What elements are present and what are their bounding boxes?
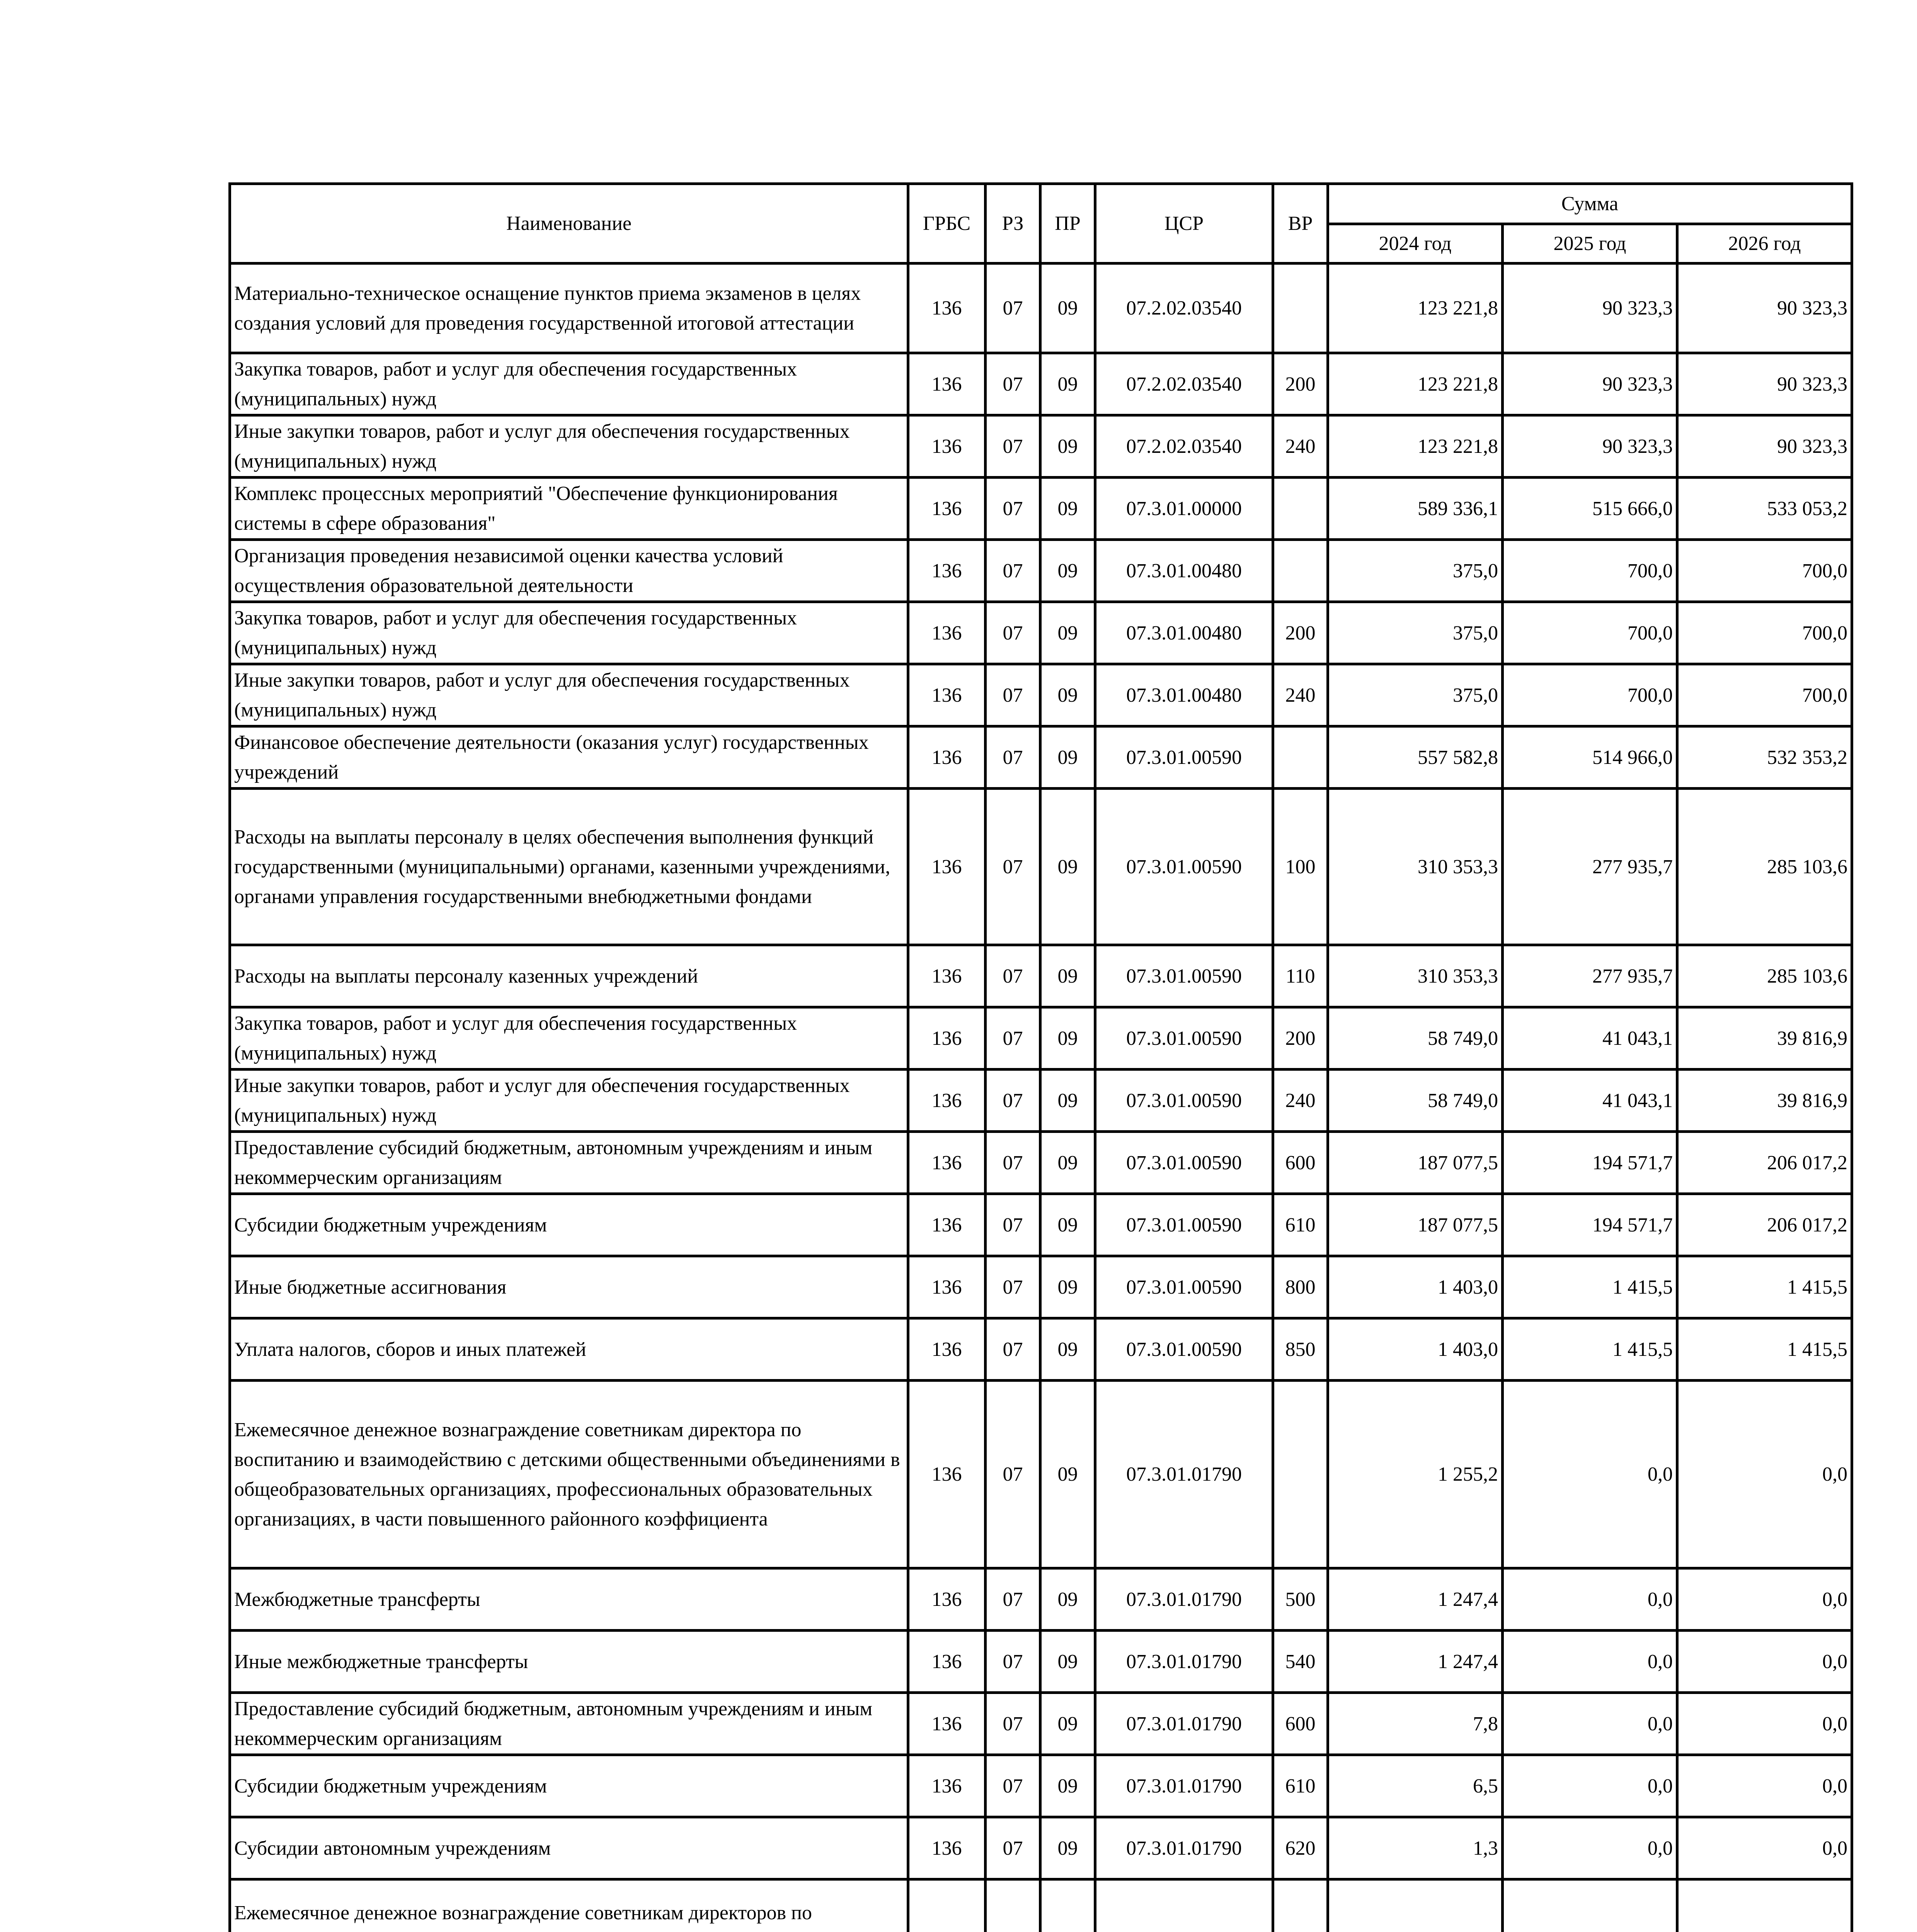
row-amount-2024: 375,0: [1328, 602, 1503, 664]
row-csr: 07.3.01.00590: [1095, 1132, 1273, 1194]
row-amount-2026: 533 053,2: [1677, 478, 1852, 540]
row-csr: 07.2.02.03540: [1095, 415, 1273, 478]
row-vr: 540: [1273, 1631, 1328, 1693]
table-row: [230, 602, 1852, 664]
row-rz: 07: [986, 478, 1040, 540]
row-rz: 07: [986, 540, 1040, 602]
row-name: Межбюджетные трансферты: [230, 1568, 908, 1631]
row-amount-2024: 1 247,4: [1328, 1568, 1503, 1631]
row-pr: 09: [1040, 664, 1095, 726]
row-vr: 200: [1273, 602, 1328, 664]
row-pr: 09: [1040, 602, 1095, 664]
row-grbs: 136: [908, 540, 986, 602]
table-row: [230, 664, 1852, 726]
row-rz: 07: [986, 664, 1040, 726]
row-csr: 07.3.01.01790: [1095, 1817, 1273, 1879]
table-row: [230, 1007, 1852, 1070]
row-amount-2026: 39 816,9: [1677, 1007, 1852, 1070]
row-amount-2024: 58 749,0: [1328, 1070, 1503, 1132]
row-amount-2024: 123 221,8: [1328, 415, 1503, 478]
row-amount-2026: 700,0: [1677, 602, 1852, 664]
row-rz: [986, 1879, 1040, 1932]
row-amount-2025: 700,0: [1503, 602, 1677, 664]
row-amount-2026: 700,0: [1677, 540, 1852, 602]
row-vr: 610: [1273, 1755, 1328, 1817]
row-amount-2026: 1 415,5: [1677, 1256, 1852, 1318]
row-amount-2025: 0,0: [1503, 1381, 1677, 1568]
row-grbs: 136: [908, 1194, 986, 1256]
row-grbs: 136: [908, 945, 986, 1007]
row-vr: 800: [1273, 1256, 1328, 1318]
row-rz: 07: [986, 1256, 1040, 1318]
header-sum: Сумма: [1328, 184, 1852, 224]
row-name: Иные закупки товаров, работ и услуг для обеспечения государственных (муниципальных) нужд: [230, 664, 908, 726]
row-amount-2025: 90 323,3: [1503, 264, 1677, 353]
row-amount-2025: 700,0: [1503, 664, 1677, 726]
row-amount-2025: 194 571,7: [1503, 1132, 1677, 1194]
row-amount-2025: 1 415,5: [1503, 1256, 1677, 1318]
row-csr: 07.3.01.00590: [1095, 1194, 1273, 1256]
table-row: [230, 945, 1852, 1007]
row-amount-2025: 0,0: [1503, 1693, 1677, 1755]
row-amount-2025: 0,0: [1503, 1817, 1677, 1879]
row-grbs: 136: [908, 1132, 986, 1194]
header-grbs: ГРБС: [908, 184, 986, 264]
row-pr: 09: [1040, 1631, 1095, 1693]
table-row: [230, 415, 1852, 478]
row-amount-2024: 310 353,3: [1328, 945, 1503, 1007]
row-grbs: 136: [908, 1318, 986, 1381]
row-csr: 07.3.01.00480: [1095, 602, 1273, 664]
row-csr: 07.3.01.01790: [1095, 1755, 1273, 1817]
row-pr: 09: [1040, 1318, 1095, 1381]
row-name: Субсидии бюджетным учреждениям: [230, 1194, 908, 1256]
row-name: Иные закупки товаров, работ и услуг для обеспечения государственных (муниципальных) нужд: [230, 415, 908, 478]
row-amount-2024: 310 353,3: [1328, 789, 1503, 945]
row-vr: 610: [1273, 1194, 1328, 1256]
row-grbs: 136: [908, 1631, 986, 1693]
row-amount-2024: 1 247,4: [1328, 1631, 1503, 1693]
row-name: Финансовое обеспечение деятельности (оказания услуг) государственных учреждений: [230, 726, 908, 789]
row-vr: 240: [1273, 664, 1328, 726]
row-csr: 07.3.01.00590: [1095, 1070, 1273, 1132]
row-amount-2025: 41 043,1: [1503, 1070, 1677, 1132]
table-row: [230, 726, 1852, 789]
row-rz: 07: [986, 264, 1040, 353]
row-grbs: 136: [908, 602, 986, 664]
row-amount-2024: 187 077,5: [1328, 1132, 1503, 1194]
row-amount-2025: 194 571,7: [1503, 1194, 1677, 1256]
row-amount-2024: 1 403,0: [1328, 1318, 1503, 1381]
row-csr: 07.3.01.01790: [1095, 1568, 1273, 1631]
table-row: [230, 1132, 1852, 1194]
row-amount-2026: 206 017,2: [1677, 1194, 1852, 1256]
budget-table: [228, 182, 1853, 1932]
header-row-1: [230, 184, 1852, 224]
row-amount-2026: 0,0: [1677, 1568, 1852, 1631]
row-rz: 07: [986, 945, 1040, 1007]
row-vr: 240: [1273, 1070, 1328, 1132]
table-body: [230, 264, 1852, 1932]
row-amount-2024: 375,0: [1328, 664, 1503, 726]
row-amount-2026: 285 103,6: [1677, 945, 1852, 1007]
row-grbs: 136: [908, 1256, 986, 1318]
row-pr: 09: [1040, 540, 1095, 602]
row-pr: 09: [1040, 1007, 1095, 1070]
row-rz: 07: [986, 1007, 1040, 1070]
row-amount-2026: 0,0: [1677, 1631, 1852, 1693]
row-grbs: 136: [908, 264, 986, 353]
row-amount-2026: 39 816,9: [1677, 1070, 1852, 1132]
row-grbs: 136: [908, 353, 986, 415]
row-csr: 07.3.01.00590: [1095, 1256, 1273, 1318]
row-csr: 07.3.01.00480: [1095, 540, 1273, 602]
row-pr: 09: [1040, 1381, 1095, 1568]
row-vr: 200: [1273, 1007, 1328, 1070]
row-grbs: 136: [908, 415, 986, 478]
table-row: [230, 1817, 1852, 1879]
row-amount-2024: 1,3: [1328, 1817, 1503, 1879]
row-name: Субсидии бюджетным учреждениям: [230, 1755, 908, 1817]
row-rz: 07: [986, 1318, 1040, 1381]
row-pr: 09: [1040, 1194, 1095, 1256]
row-csr: 07.2.02.03540: [1095, 264, 1273, 353]
header-2024: 2024 год: [1328, 224, 1503, 264]
row-csr: 07.3.01.00590: [1095, 1318, 1273, 1381]
table-row: [230, 264, 1852, 353]
header-csr: ЦСР: [1095, 184, 1273, 264]
row-rz: 07: [986, 1070, 1040, 1132]
table-row: [230, 1318, 1852, 1381]
row-rz: 07: [986, 726, 1040, 789]
table-row: [230, 1631, 1852, 1693]
row-name: Организация проведения независимой оценки качества условий осуществления образовательной деятельности: [230, 540, 908, 602]
row-csr: 07.3.01.01790: [1095, 1381, 1273, 1568]
row-pr: 09: [1040, 789, 1095, 945]
row-csr: 07.3.01.00590: [1095, 945, 1273, 1007]
row-amount-2025: 514 966,0: [1503, 726, 1677, 789]
row-csr: [1095, 1879, 1273, 1932]
row-name: Иные межбюджетные трансферты: [230, 1631, 908, 1693]
row-name: Уплата налогов, сборов и иных платежей: [230, 1318, 908, 1381]
row-amount-2026: 90 323,3: [1677, 353, 1852, 415]
row-pr: 09: [1040, 1070, 1095, 1132]
row-amount-2025: 515 666,0: [1503, 478, 1677, 540]
row-amount-2026: 532 353,2: [1677, 726, 1852, 789]
table-row: [230, 1381, 1852, 1568]
row-amount-2024: 1 403,0: [1328, 1256, 1503, 1318]
row-grbs: 136: [908, 1817, 986, 1879]
table-row: [230, 540, 1852, 602]
table-row: [230, 353, 1852, 415]
row-csr: 07.3.01.01790: [1095, 1693, 1273, 1755]
row-grbs: 136: [908, 664, 986, 726]
header-name: Наименование: [230, 184, 908, 264]
row-grbs: 136: [908, 789, 986, 945]
table-row: [230, 1194, 1852, 1256]
row-amount-2026: 0,0: [1677, 1693, 1852, 1755]
row-vr: 100: [1273, 789, 1328, 945]
row-amount-2024: 557 582,8: [1328, 726, 1503, 789]
row-vr: 850: [1273, 1318, 1328, 1381]
row-grbs: 136: [908, 1693, 986, 1755]
row-amount-2025: 0,0: [1503, 1568, 1677, 1631]
row-pr: 09: [1040, 726, 1095, 789]
row-grbs: 136: [908, 1568, 986, 1631]
row-amount-2026: 206 017,2: [1677, 1132, 1852, 1194]
row-pr: 09: [1040, 1568, 1095, 1631]
row-rz: 07: [986, 415, 1040, 478]
row-csr: 07.3.01.00480: [1095, 664, 1273, 726]
row-vr: 500: [1273, 1568, 1328, 1631]
row-rz: 07: [986, 1817, 1040, 1879]
row-pr: 09: [1040, 1256, 1095, 1318]
table-row: [230, 478, 1852, 540]
row-name: Закупка товаров, работ и услуг для обеспечения государственных (муниципальных) нужд: [230, 1007, 908, 1070]
row-name: Ежемесячное денежное вознаграждение советникам директоров по: [230, 1879, 908, 1932]
row-vr: 110: [1273, 945, 1328, 1007]
row-name: Расходы на выплаты персоналу в целях обеспечения выполнения функций государственными (муниципальными) органами, казенными учреждениями, органами управления государственными внебюджетными фондами: [230, 789, 908, 945]
row-amount-2025: 277 935,7: [1503, 945, 1677, 1007]
row-name: Материально-техническое оснащение пунктов приема экзаменов в целях создания условий для проведения государственной итоговой аттестации: [230, 264, 908, 353]
row-rz: 07: [986, 789, 1040, 945]
row-rz: 07: [986, 1631, 1040, 1693]
row-rz: 07: [986, 353, 1040, 415]
row-rz: 07: [986, 1755, 1040, 1817]
row-csr: 07.3.01.00590: [1095, 789, 1273, 945]
row-vr: 240: [1273, 415, 1328, 478]
row-rz: 07: [986, 1381, 1040, 1568]
row-csr: 07.3.01.00590: [1095, 726, 1273, 789]
row-amount-2026: 90 323,3: [1677, 264, 1852, 353]
row-grbs: 136: [908, 1381, 986, 1568]
row-amount-2024: 187 077,5: [1328, 1194, 1503, 1256]
row-vr: 600: [1273, 1693, 1328, 1755]
row-name: Иные закупки товаров, работ и услуг для обеспечения государственных (муниципальных) нужд: [230, 1070, 908, 1132]
row-csr: 07.2.02.03540: [1095, 353, 1273, 415]
row-amount-2025: 41 043,1: [1503, 1007, 1677, 1070]
row-amount-2025: [1503, 1879, 1677, 1932]
table-row: [230, 1568, 1852, 1631]
row-amount-2024: 123 221,8: [1328, 264, 1503, 353]
table-row: [230, 1879, 1852, 1932]
table-row: [230, 1256, 1852, 1318]
row-amount-2026: 0,0: [1677, 1755, 1852, 1817]
row-name: Иные бюджетные ассигнования: [230, 1256, 908, 1318]
row-pr: 09: [1040, 415, 1095, 478]
row-csr: 07.3.01.00590: [1095, 1007, 1273, 1070]
row-name: Предоставление субсидий бюджетным, автономным учреждениям и иным некоммерческим организациям: [230, 1693, 908, 1755]
header-2025: 2025 год: [1503, 224, 1677, 264]
row-rz: 07: [986, 1194, 1040, 1256]
row-rz: 07: [986, 602, 1040, 664]
row-pr: [1040, 1879, 1095, 1932]
row-rz: 07: [986, 1132, 1040, 1194]
row-vr: [1273, 726, 1328, 789]
row-pr: 09: [1040, 1132, 1095, 1194]
header-pr: ПР: [1040, 184, 1095, 264]
row-grbs: 136: [908, 726, 986, 789]
row-amount-2026: 285 103,6: [1677, 789, 1852, 945]
row-grbs: 136: [908, 1755, 986, 1817]
header-2026: 2026 год: [1677, 224, 1852, 264]
row-vr: [1273, 1879, 1328, 1932]
row-amount-2026: 1 415,5: [1677, 1318, 1852, 1381]
row-vr: [1273, 1381, 1328, 1568]
row-amount-2026: [1677, 1879, 1852, 1932]
row-amount-2025: 90 323,3: [1503, 353, 1677, 415]
row-name: Субсидии автономным учреждениям: [230, 1817, 908, 1879]
header-vr: ВР: [1273, 184, 1328, 264]
row-amount-2024: 7,8: [1328, 1693, 1503, 1755]
header-rz: РЗ: [986, 184, 1040, 264]
row-name: Предоставление субсидий бюджетным, автономным учреждениям и иным некоммерческим организациям: [230, 1132, 908, 1194]
row-name: Ежемесячное денежное вознаграждение советникам директора по воспитанию и взаимодействию с детскими общественными объединениями в общеобразовательных организациях, профессиональных образовательных организациях, в части повышенного районного коэффициента: [230, 1381, 908, 1568]
row-rz: 07: [986, 1568, 1040, 1631]
row-pr: 09: [1040, 264, 1095, 353]
row-amount-2024: 1 255,2: [1328, 1381, 1503, 1568]
row-pr: 09: [1040, 1755, 1095, 1817]
row-grbs: [908, 1879, 986, 1932]
row-csr: 07.3.01.01790: [1095, 1631, 1273, 1693]
table-row: [230, 1070, 1852, 1132]
row-amount-2024: [1328, 1879, 1503, 1932]
row-grbs: 136: [908, 478, 986, 540]
row-amount-2024: 123 221,8: [1328, 353, 1503, 415]
row-name: Закупка товаров, работ и услуг для обеспечения государственных (муниципальных) нужд: [230, 602, 908, 664]
row-vr: [1273, 264, 1328, 353]
row-name: Закупка товаров, работ и услуг для обеспечения государственных (муниципальных) нужд: [230, 353, 908, 415]
row-amount-2025: 0,0: [1503, 1755, 1677, 1817]
row-amount-2025: 90 323,3: [1503, 415, 1677, 478]
row-amount-2024: 6,5: [1328, 1755, 1503, 1817]
row-amount-2024: 589 336,1: [1328, 478, 1503, 540]
row-amount-2024: 375,0: [1328, 540, 1503, 602]
row-amount-2025: 700,0: [1503, 540, 1677, 602]
table-row: [230, 1693, 1852, 1755]
row-pr: 09: [1040, 1693, 1095, 1755]
table-row: [230, 1755, 1852, 1817]
row-vr: 620: [1273, 1817, 1328, 1879]
row-vr: 200: [1273, 353, 1328, 415]
row-grbs: 136: [908, 1070, 986, 1132]
row-pr: 09: [1040, 353, 1095, 415]
row-amount-2025: 0,0: [1503, 1631, 1677, 1693]
row-vr: [1273, 478, 1328, 540]
row-name: Расходы на выплаты персоналу казенных учреждений: [230, 945, 908, 1007]
row-csr: 07.3.01.00000: [1095, 478, 1273, 540]
row-amount-2026: 0,0: [1677, 1817, 1852, 1879]
table-row: [230, 789, 1852, 945]
row-amount-2026: 90 323,3: [1677, 415, 1852, 478]
row-amount-2024: 58 749,0: [1328, 1007, 1503, 1070]
row-name: Комплекс процессных мероприятий "Обеспечение функционирования системы в сфере образования": [230, 478, 908, 540]
row-pr: 09: [1040, 1817, 1095, 1879]
row-amount-2026: 700,0: [1677, 664, 1852, 726]
row-grbs: 136: [908, 1007, 986, 1070]
row-amount-2025: 277 935,7: [1503, 789, 1677, 945]
row-amount-2026: 0,0: [1677, 1381, 1852, 1568]
row-pr: 09: [1040, 945, 1095, 1007]
row-pr: 09: [1040, 478, 1095, 540]
row-vr: 600: [1273, 1132, 1328, 1194]
row-vr: [1273, 540, 1328, 602]
row-amount-2025: 1 415,5: [1503, 1318, 1677, 1381]
row-rz: 07: [986, 1693, 1040, 1755]
